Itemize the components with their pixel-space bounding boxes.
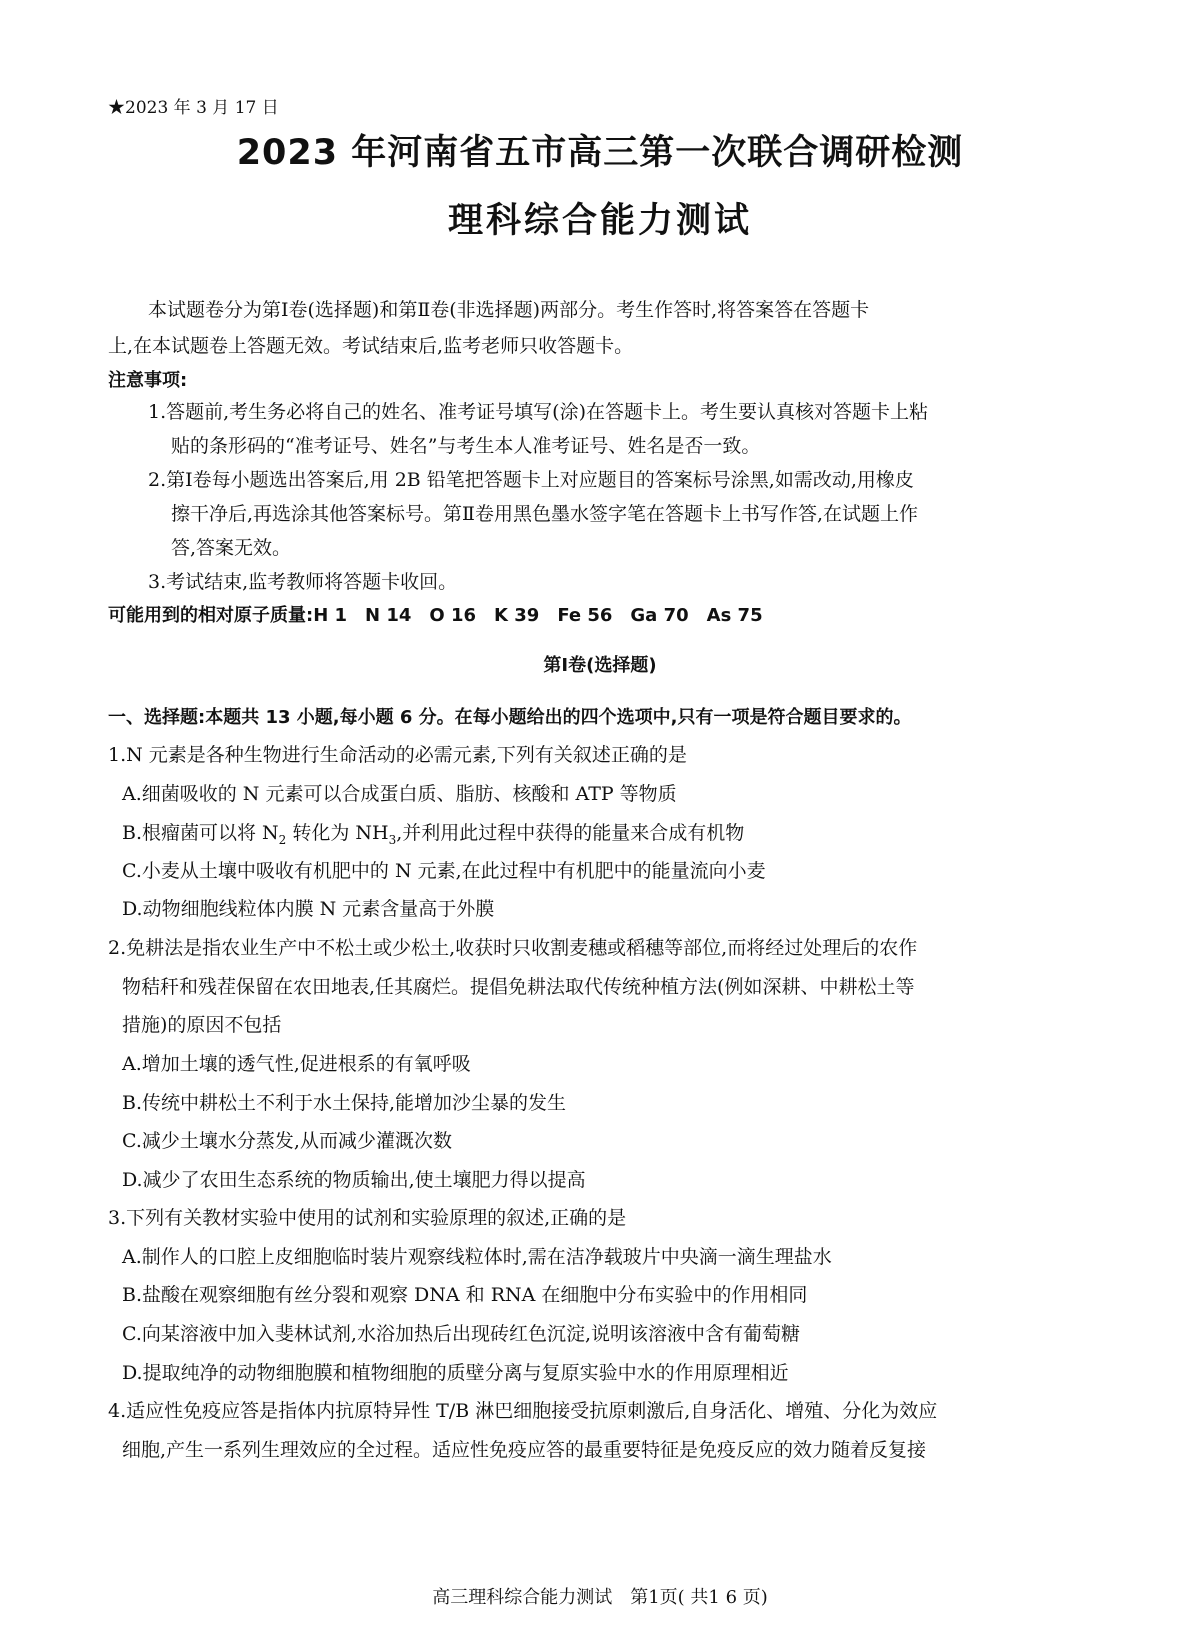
notice-item-2-line-3: 答,答案无效。	[171, 537, 292, 559]
section-instruction: 一、选择题:本题共 13 小题,每小题 6 分。在每小题给出的四个选项中,只有一项是符合题目要求的。	[108, 707, 912, 728]
question-2-option-b: B.传统中耕松土不利于水土保持,能增加沙尘暴的发生	[122, 1092, 567, 1114]
question-2-option-c: C.减少土壤水分蒸发,从而减少灌溉次数	[122, 1130, 452, 1152]
question-3-option-d: D.提取纯净的动物细胞膜和植物细胞的质壁分离与复原实验中水的作用原理相近	[122, 1362, 789, 1384]
question-1-stem: 1.N 元素是各种生物进行生命活动的必需元素,下列有关叙述正确的是	[108, 744, 687, 766]
question-2-option-d: D.减少了农田生态系统的物质输出,使土壤肥力得以提高	[122, 1169, 586, 1191]
question-4-stem-line-1: 4.适应性免疫应答是指体内抗原特异性 T/B 淋巴细胞接受抗原刺激后,自身活化、增殖、分化为效应	[108, 1400, 938, 1422]
notice-item-1-line-1: 1.答题前,考生务必将自己的姓名、准考证号填写(涂)在答题卡上。考生要认真核对答题卡上粘	[148, 401, 928, 423]
exam-date: ★2023 年 3 月 17 日	[108, 98, 279, 118]
notice-item-2-line-1: 2.第Ⅰ卷每小题选出答案后,用 2B 铅笔把答题卡上对应题目的答案标号涂黑,如需改动,用橡皮	[148, 469, 914, 491]
exam-title: 2023 年河南省五市高三第一次联合调研检测	[236, 133, 964, 173]
section-title: 第Ⅰ卷(选择题)	[543, 655, 657, 676]
question-1-option-c: C.小麦从土壤中吸收有机肥中的 N 元素,在此过程中有机肥中的能量流向小麦	[122, 860, 766, 882]
page-footer: 高三理科综合能力测试 第1页( 共1 6 页)	[432, 1587, 768, 1608]
notice-item-3: 3.考试结束,监考教师将答题卡收回。	[148, 571, 458, 593]
notice-item-2-line-2: 擦干净后,再选涂其他答案标号。第Ⅱ卷用黑色墨水签字笔在答题卡上书写作答,在试题上作	[171, 503, 918, 525]
question-2-stem-line-3: 措施)的原因不包括	[122, 1014, 282, 1036]
question-1-option-a: A.细菌吸收的 N 元素可以合成蛋白质、脂肪、核酸和 ATP 等物质	[122, 783, 677, 805]
question-1-option-b: B.根瘤菌可以将 $N_2$ 转化为 $NH_3$,并利用此过程中获得的能量来合成有机物	[122, 822, 745, 847]
question-3-stem: 3.下列有关教材实验中使用的试剂和实验原理的叙述,正确的是	[108, 1207, 627, 1229]
notice-item-1-line-2: 贴的条形码的“准考证号、姓名”与考生本人准考证号、姓名是否一致。	[171, 435, 761, 457]
exam-subtitle: 理科综合能力测试	[447, 201, 752, 241]
question-3-option-a: A.制作人的口腔上皮细胞临时装片观察线粒体时,需在洁净载玻片中央滴一滴生理盐水	[122, 1246, 832, 1268]
question-2-stem-line-1: 2.免耕法是指农业生产中不松土或少松土,收获时只收割麦穗或稻穗等部位,而将经过处理后的农作	[108, 937, 918, 959]
question-2-option-a: A.增加土壤的透气性,促进根系的有氧呼吸	[122, 1053, 471, 1075]
intro-line-1: 本试题卷分为第Ⅰ卷(选择题)和第Ⅱ卷(非选择题)两部分。考生作答时,将答案答在答题卡	[148, 299, 870, 321]
atomic-masses: 可能用到的相对原子质量:H 1 N 14 O 16 K 39 Fe 56 Ga 70 As 75	[108, 605, 763, 626]
notice-heading: 注意事项:	[108, 370, 188, 391]
question-4-stem-line-2: 细胞,产生一系列生理效应的全过程。适应性免疫应答的最重要特征是免疫反应的效力随着反复接	[122, 1439, 927, 1461]
intro-line-2: 上,在本试题卷上答题无效。考试结束后,监考老师只收答题卡。	[108, 335, 634, 357]
question-3-option-c: C.向某溶液中加入斐林试剂,水浴加热后出现砖红色沉淀,说明该溶液中含有葡萄糖	[122, 1323, 800, 1345]
question-3-option-b: B.盐酸在观察细胞有丝分裂和观察 DNA 和 RNA 在细胞中分布实验中的作用相同	[122, 1284, 808, 1306]
question-1-option-d: D.动物细胞线粒体内膜 N 元素含量高于外膜	[122, 898, 495, 920]
question-2-stem-line-2: 物秸秆和残茬保留在农田地表,任其腐烂。提倡免耕法取代传统种植方法(例如深耕、中耕松土等	[122, 976, 915, 998]
